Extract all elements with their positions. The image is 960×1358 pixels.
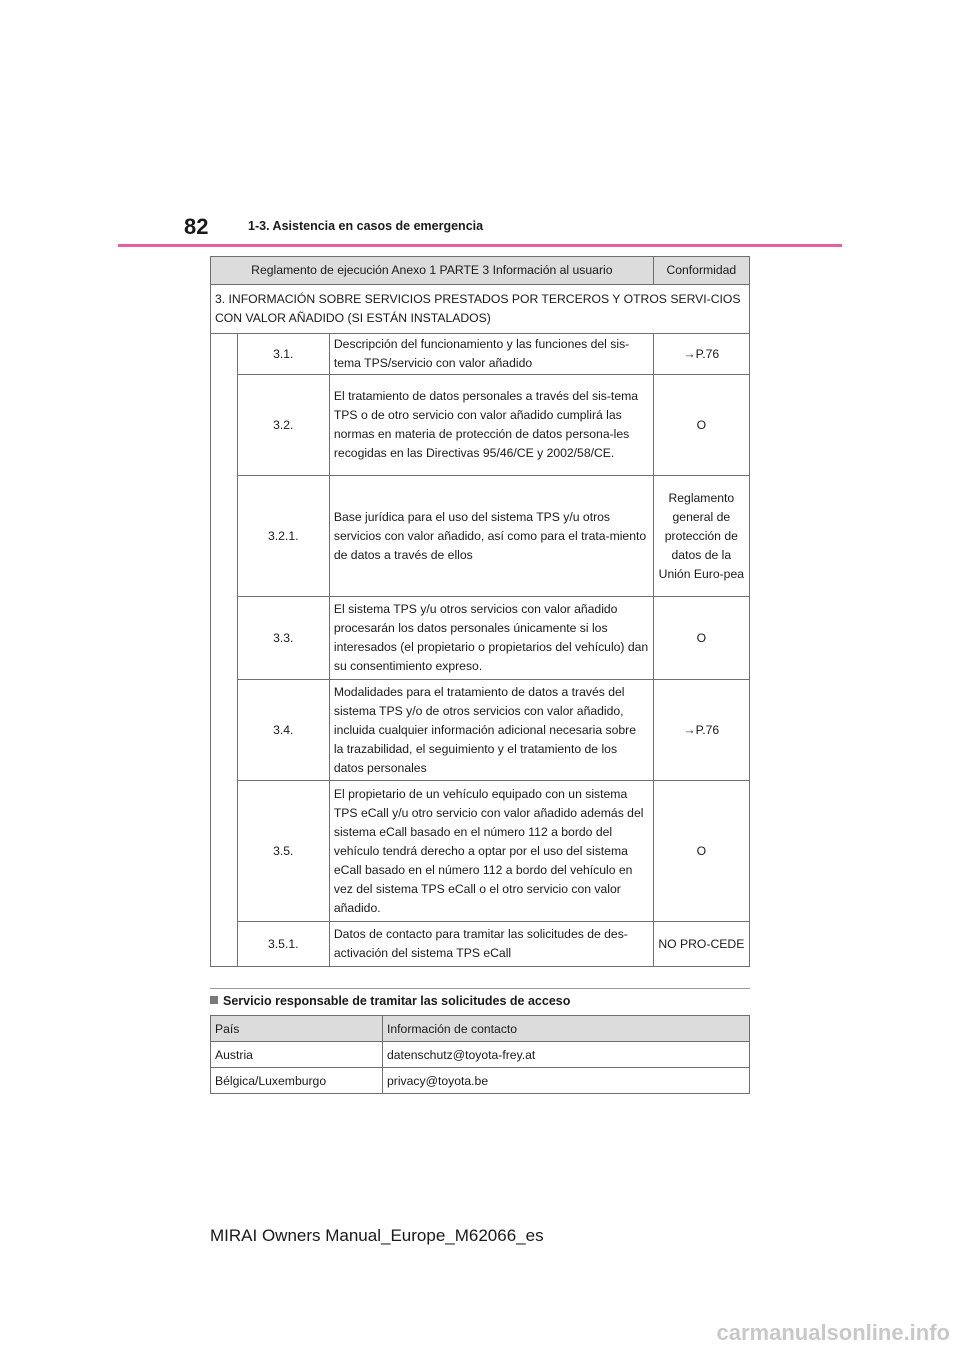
- row-number: 3.2.: [237, 375, 329, 476]
- row-conformity: Reglamento general de protección de datos de la Unión Euro-pea: [653, 476, 749, 597]
- table-row: [211, 597, 750, 680]
- row-number: 3.5.: [237, 781, 329, 922]
- table-row: [211, 334, 750, 375]
- row-description: El sistema TPS y/u otros servicios con valor añadido procesarán los datos personales únicamente si los interesados (el propietario o propietarios del vehículo) dan su consentimiento expreso.: [329, 597, 653, 680]
- row-number: 3.4.: [237, 680, 329, 781]
- section-row: [211, 285, 750, 334]
- row-conformity: O: [653, 375, 749, 476]
- table-header-row: [211, 257, 750, 285]
- contact-header-row: [211, 1016, 750, 1042]
- watermark: carmanualsonline.info: [716, 1320, 950, 1345]
- row-description: El propietario de un vehículo equipado con un sistema TPS eCall y/u otro servicio con valor añadido además del sistema eCall basado en el número 112 a bordo del vehículo tendrá derecho a optar por el uso del sistema eCall basado en el número 112 a bordo del vehículo en vez del sistema TPS eCall o el otro servicio con valor añadido.: [329, 781, 653, 922]
- header-regulation: Reglamento de ejecución Anexo 1 PARTE 3 Información al usuario: [211, 257, 654, 285]
- header-country: País: [211, 1016, 383, 1042]
- row-number: 3.3.: [237, 597, 329, 680]
- page-number: 82: [184, 214, 209, 239]
- table-row: [211, 476, 750, 597]
- subheading: [210, 994, 570, 1008]
- country-cell: Bélgica/Luxemburgo: [211, 1068, 383, 1094]
- section-heading: 3. INFORMACIÓN SOBRE SERVICIOS PRESTADOS POR TERCEROS Y OTROS SERVI-CIOS CON VALOR AÑADIDO (SI ESTÁN INSTALADOS): [211, 285, 750, 334]
- row-conformity: →P.76: [653, 680, 749, 781]
- indent-cell: [211, 334, 238, 967]
- table-row: [211, 1068, 750, 1094]
- row-description: Modalidades para el tratamiento de datos a través del sistema TPS y/o de otros servicios con valor añadido, incluida cualquier información adicional necesaria sobre la trazabilidad, el seguimiento y el tratamiento de los datos personales: [329, 680, 653, 781]
- footer-text: MIRAI Owners Manual_Europe_M62066_es: [210, 1226, 544, 1245]
- header-rule: [118, 244, 842, 247]
- row-description: Base jurídica para el uso del sistema TPS y/u otros servicios con valor añadido, así como para el trata-miento de datos a través de ellos: [329, 476, 653, 597]
- header-contact: Información de contacto: [383, 1016, 750, 1042]
- subheading-text: Servicio responsable de tramitar las solicitudes de acceso: [223, 994, 571, 1008]
- header-conformity: Conformidad: [653, 257, 749, 285]
- table-row: [211, 922, 750, 967]
- row-number: 3.1.: [237, 334, 329, 375]
- contact-cell: privacy@toyota.be: [383, 1068, 750, 1094]
- row-conformity: →P.76: [653, 334, 749, 375]
- row-description: El tratamiento de datos personales a través del sis-tema TPS o de otro servicio con valor añadido cumplirá las normas en materia de protección de datos persona-les recogidas en las Directivas 95/46/CE y 2002/58/CE.: [329, 375, 653, 476]
- regulation-table: [210, 256, 750, 967]
- section-title: 1-3. Asistencia en casos de emergencia: [248, 219, 484, 233]
- square-bullet-icon: [210, 996, 218, 1004]
- country-cell: Austria: [211, 1042, 383, 1068]
- section-divider: [210, 988, 750, 989]
- row-conformity: O: [653, 781, 749, 922]
- row-conformity: O: [653, 597, 749, 680]
- contact-cell: datenschutz@toyota-frey.at: [383, 1042, 750, 1068]
- row-description: Datos de contacto para tramitar las solicitudes de des-activación del sistema TPS eCall: [329, 922, 653, 967]
- row-number: 3.2.1.: [237, 476, 329, 597]
- table-row: [211, 781, 750, 922]
- row-description: Descripción del funcionamiento y las funciones del sis-tema TPS/servicio con valor añadido: [329, 334, 653, 375]
- contact-table: [210, 1015, 750, 1094]
- table-row: [211, 680, 750, 781]
- table-row: [211, 1042, 750, 1068]
- table-row: [211, 375, 750, 476]
- row-conformity: NO PRO-CEDE: [653, 922, 749, 967]
- row-number: 3.5.1.: [237, 922, 329, 967]
